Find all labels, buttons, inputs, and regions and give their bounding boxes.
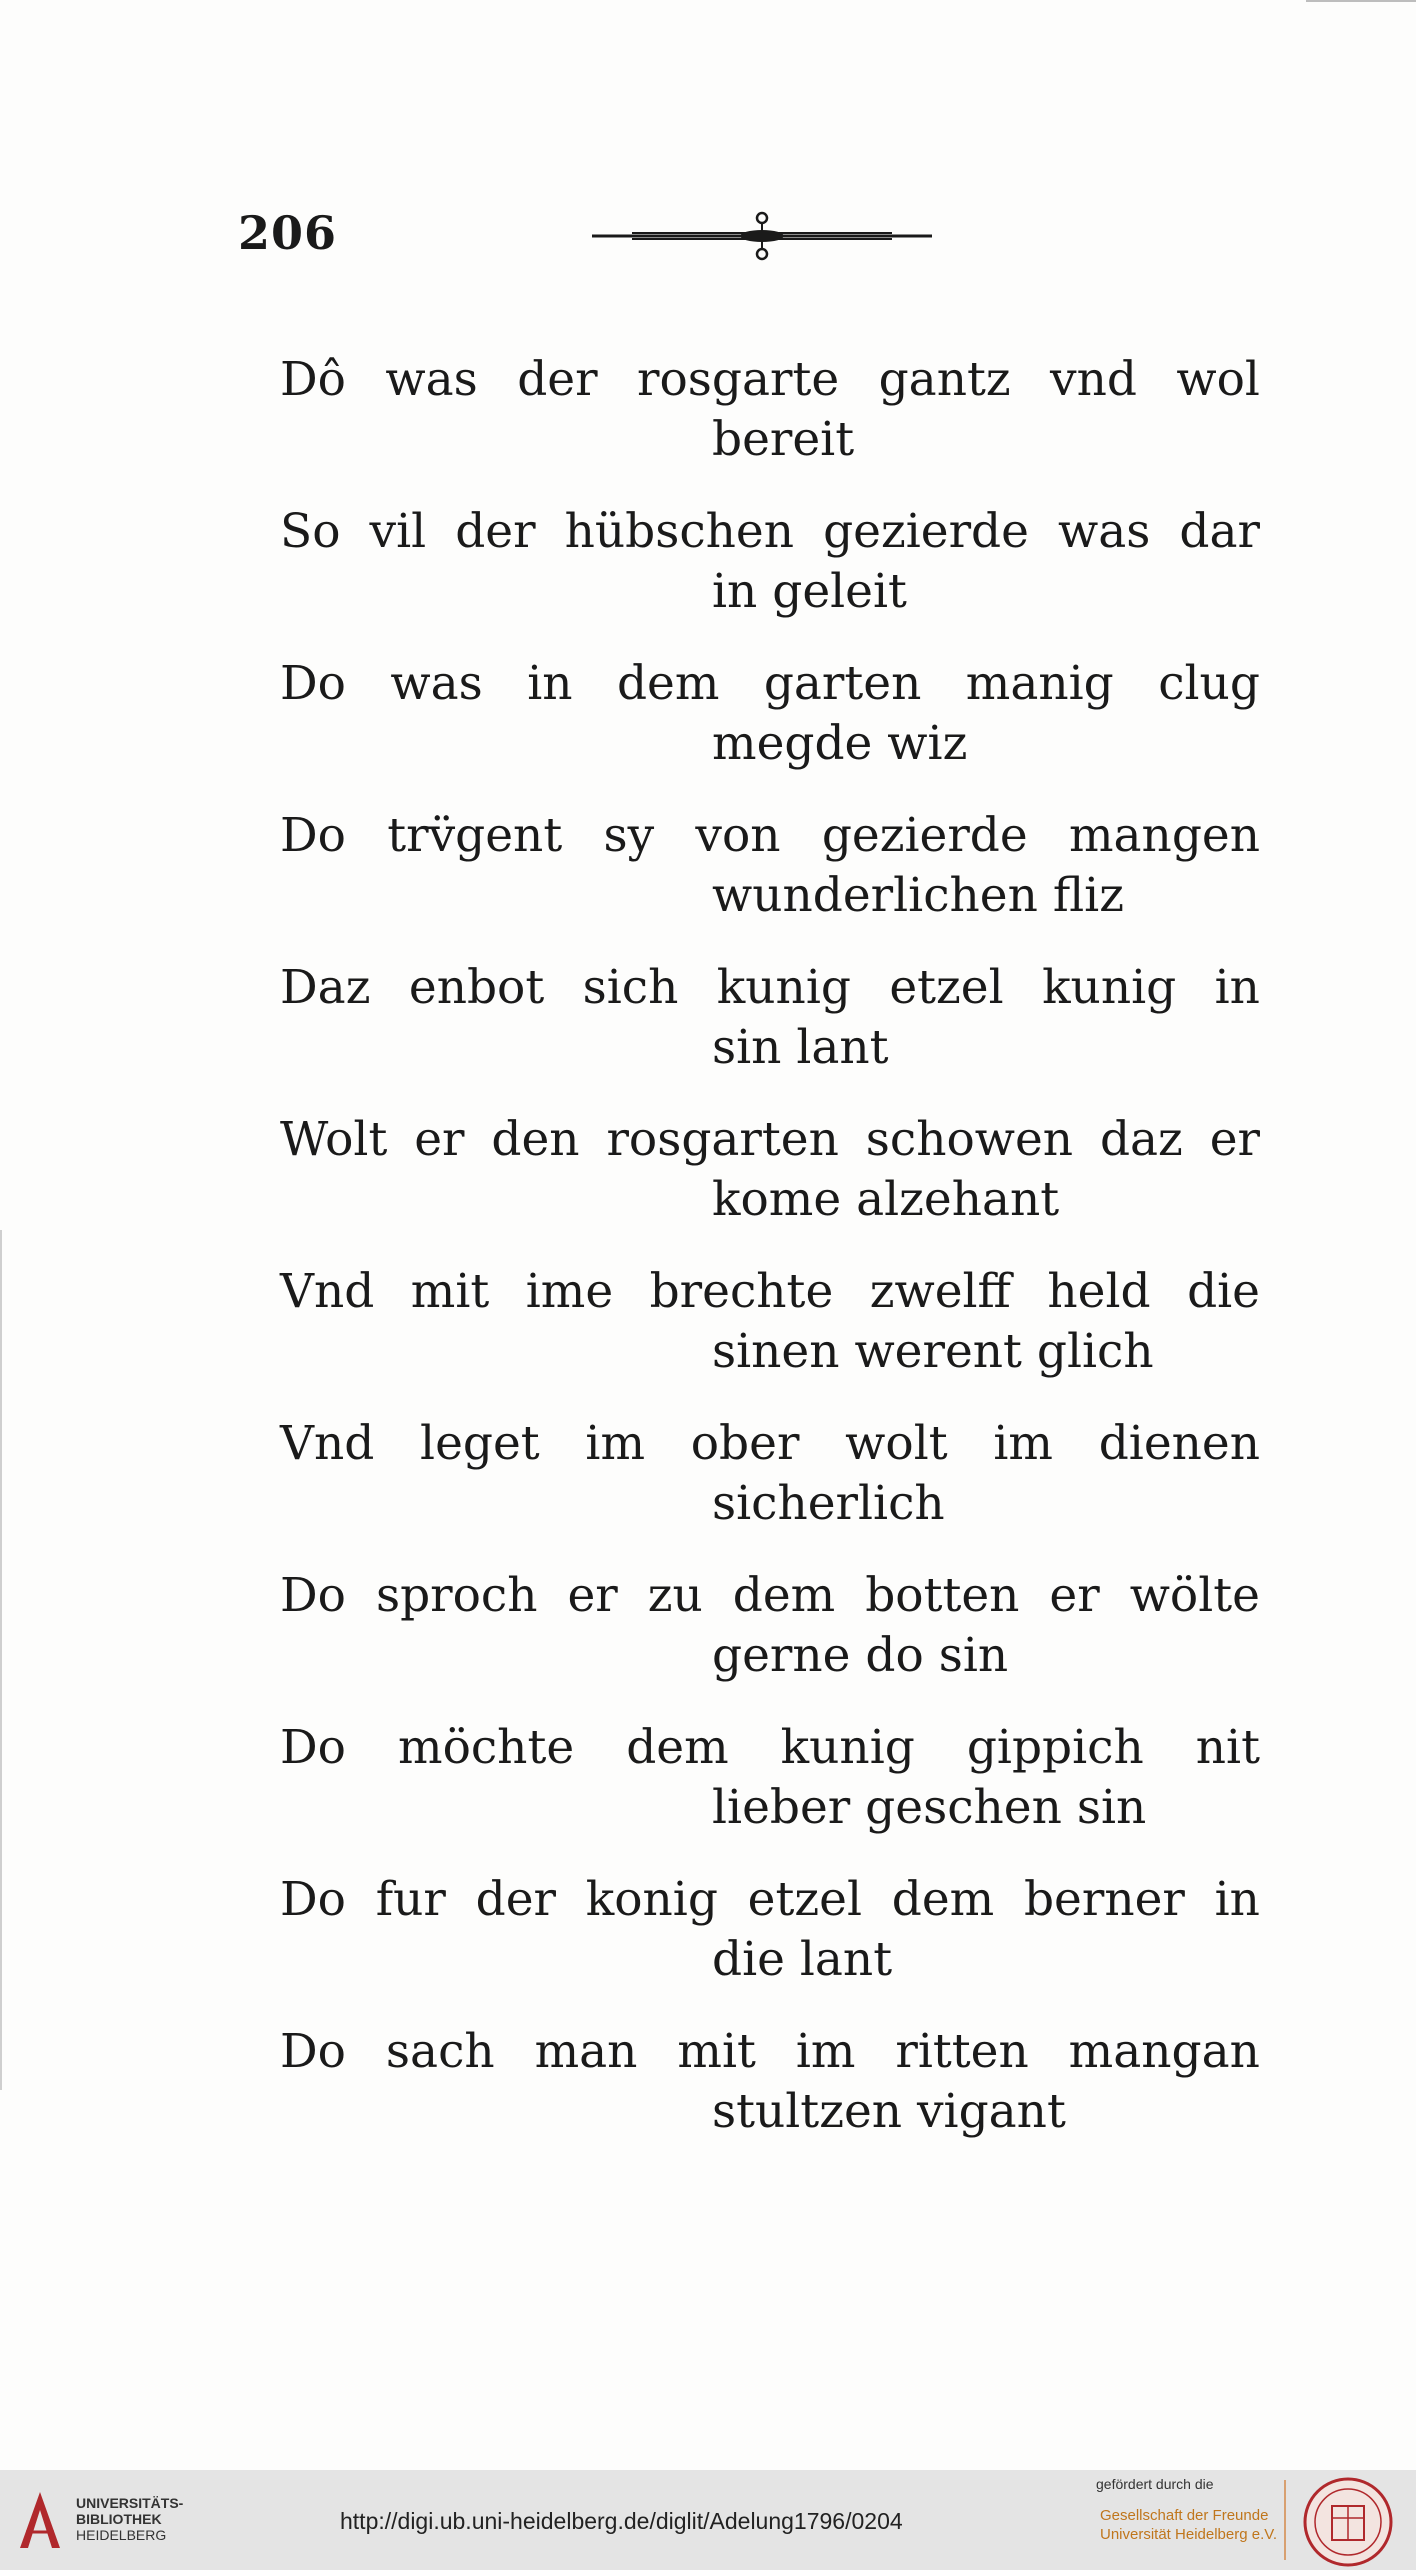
verse-line-1 [280, 1718, 1260, 1778]
verse-word: dienen [1098, 1416, 1260, 1471]
header-ornament [592, 210, 932, 262]
verse-word: sich [582, 960, 679, 1015]
verse-line-1 [280, 1414, 1260, 1474]
verse-word: sproch [375, 1568, 538, 1623]
verse-word: der [455, 504, 536, 559]
verse-word: wolt [845, 1416, 948, 1471]
verse-line-2: gerne do sin [712, 1628, 1009, 1683]
verse-line-2: sicherlich [712, 1476, 945, 1531]
verse [280, 502, 1280, 622]
verse-word: was [390, 656, 483, 711]
verse-word: kunig [716, 960, 851, 1015]
verse-word: Dô [280, 352, 346, 407]
verse-word: er [414, 1112, 465, 1167]
verse-word: wol [1176, 352, 1260, 407]
verse-line-2: sin lant [712, 1020, 889, 1075]
verse-word: manig [965, 656, 1114, 711]
page-number: 206 [238, 206, 338, 260]
verse-word: trv̈gent [387, 808, 563, 863]
verse-word: etzel [889, 960, 1004, 1015]
verse [280, 2022, 1280, 2142]
verse-line-2: sinen werent glich [712, 1324, 1154, 1379]
verse-word: brechte [649, 1264, 834, 1319]
verse-word: schowen [865, 1112, 1074, 1167]
verse-line-1 [280, 1262, 1260, 1322]
verse-line-1 [280, 806, 1260, 866]
verse-word: er [1209, 1112, 1260, 1167]
verse-line-2: megde wiz [712, 716, 968, 771]
verse-word: der [517, 352, 598, 407]
verse-line-1 [280, 2022, 1260, 2082]
verse [280, 1262, 1280, 1382]
sponsor-label: gefördert durch die [1096, 2476, 1214, 2492]
verse-word: man [534, 2024, 638, 2079]
verse-word: sy [603, 808, 655, 863]
verse-word: gezierde [823, 504, 1029, 559]
verse [280, 1718, 1280, 1838]
verse-word: berner [1023, 1872, 1185, 1927]
verse [280, 1566, 1280, 1686]
verse-word: mangan [1068, 2024, 1260, 2079]
verse-word: in [1214, 960, 1260, 1015]
verse-line-2: in geleit [712, 564, 907, 619]
verse-word: was [385, 352, 478, 407]
verse-line-2: die lant [712, 1932, 893, 1987]
verse-word: der [475, 1872, 556, 1927]
verse-line-2: wunderlichen fliz [712, 868, 1124, 923]
verse [280, 806, 1280, 926]
library-name-line-2: BIBLIOTHEK [76, 2511, 162, 2527]
verse-line-1 [280, 958, 1260, 1018]
verse-word: wölte [1129, 1568, 1260, 1623]
verse [280, 1414, 1280, 1534]
verse-word: nit [1195, 1720, 1260, 1775]
verse-word: fur [375, 1872, 446, 1927]
library-name-line-3: HEIDELBERG [76, 2527, 167, 2543]
verse-word: ime [525, 1264, 614, 1319]
verse-line-1 [280, 350, 1260, 410]
verse-word: leget [420, 1416, 540, 1471]
verse-line-2: kome alzehant [712, 1172, 1060, 1227]
verse-word: in [1214, 1872, 1260, 1927]
viewer-footer [0, 2470, 1416, 2570]
university-seal-icon [1302, 2476, 1394, 2568]
verse-line-2: stultzen vigant [712, 2084, 1066, 2139]
verse-word: Vnd [280, 1416, 375, 1471]
verse-word: dem [626, 1720, 729, 1775]
verse-word: Wolt [280, 1112, 388, 1167]
verse-word: Daz [280, 960, 371, 1015]
verse-line-1 [280, 1566, 1260, 1626]
verse-word: vil [369, 504, 427, 559]
verse [280, 654, 1280, 774]
verse-word: dem [891, 1872, 995, 1927]
verse-word: So [280, 504, 341, 559]
verse-word: kunig [780, 1720, 915, 1775]
verse-word: Do [280, 2024, 346, 2079]
verse-word: enbot [408, 960, 545, 1015]
verse [280, 1870, 1280, 1990]
permalink-url[interactable]: http://digi.ub.uni-heidelberg.de/diglit/Adelung1796/0204 [340, 2508, 903, 2534]
verse-word: im [993, 1416, 1053, 1471]
verse-word: dar [1179, 504, 1260, 559]
verse-word: mit [410, 1264, 490, 1319]
verse-word: zwelff [869, 1264, 1011, 1319]
verse-word: vnd [1050, 352, 1137, 407]
verse-word: clug [1158, 656, 1260, 711]
verse-word: hübschen [564, 504, 795, 559]
library-name [76, 2495, 183, 2543]
verse-word: rosgarten [606, 1112, 839, 1167]
verse-word: konig [585, 1872, 718, 1927]
verse-line-1 [280, 1870, 1260, 1930]
verse-word: zu [647, 1568, 703, 1623]
verse-word: er [1049, 1568, 1100, 1623]
verse-word: garten [763, 656, 922, 711]
verse-word: von [695, 808, 781, 863]
verse-word: daz [1099, 1112, 1183, 1167]
verse-word: Do [280, 1872, 346, 1927]
verse-word: er [567, 1568, 618, 1623]
verse-word: etzel [747, 1872, 862, 1927]
verse-word: Do [280, 808, 346, 863]
verse-word: im [585, 1416, 646, 1471]
verse-word: dem [732, 1568, 836, 1623]
verse-line-1 [280, 654, 1260, 714]
sponsor-name-line-1: Gesellschaft der Freunde [1100, 2507, 1269, 2524]
page-edge-line [1306, 0, 1416, 2]
verse-word: in [527, 656, 573, 711]
verse-word: gippich [966, 1720, 1144, 1775]
verse-word: den [491, 1112, 580, 1167]
verse [280, 958, 1280, 1078]
verse-word: kunig [1042, 960, 1177, 1015]
library-name-line-1: UNIVERSITÄTS- [76, 2495, 184, 2511]
verse-word: Do [280, 656, 346, 711]
verse-word: dem [616, 656, 720, 711]
verse-word: botten [865, 1568, 1020, 1623]
verse-word: Do [280, 1720, 346, 1775]
verse-word: rosgarte [637, 352, 840, 407]
sponsor-name [1100, 2506, 1277, 2544]
verse-word: Vnd [280, 1264, 375, 1319]
verse-word: ober [690, 1416, 800, 1471]
verse [280, 350, 1280, 470]
verse-word: ritten [895, 2024, 1029, 2079]
sponsor-name-line-2: Universität Heidelberg e.V. [1100, 2526, 1278, 2543]
verse-word: möchte [398, 1720, 575, 1775]
verse-line-2: lieber geschen sin [712, 1780, 1147, 1835]
verse-word: gezierde [821, 808, 1028, 863]
verse-word: gantz [878, 352, 1011, 407]
sponsor-divider [1284, 2480, 1286, 2560]
verse-word: im [795, 2024, 856, 2079]
verse-word: Do [280, 1568, 346, 1623]
verse-line-2: bereit [712, 412, 855, 467]
verse-word: die [1187, 1264, 1260, 1319]
library-logo-icon [16, 2488, 64, 2552]
verse-word: mangen [1068, 808, 1260, 863]
page-edge-line-left [0, 1230, 2, 2090]
verse-word: held [1047, 1264, 1151, 1319]
verse-word: mit [677, 2024, 756, 2079]
verse [280, 1110, 1280, 1230]
verse-line-1 [280, 502, 1260, 562]
verse-line-1 [280, 1110, 1260, 1170]
verse-word: was [1057, 504, 1151, 559]
verse-word: sach [385, 2024, 495, 2079]
